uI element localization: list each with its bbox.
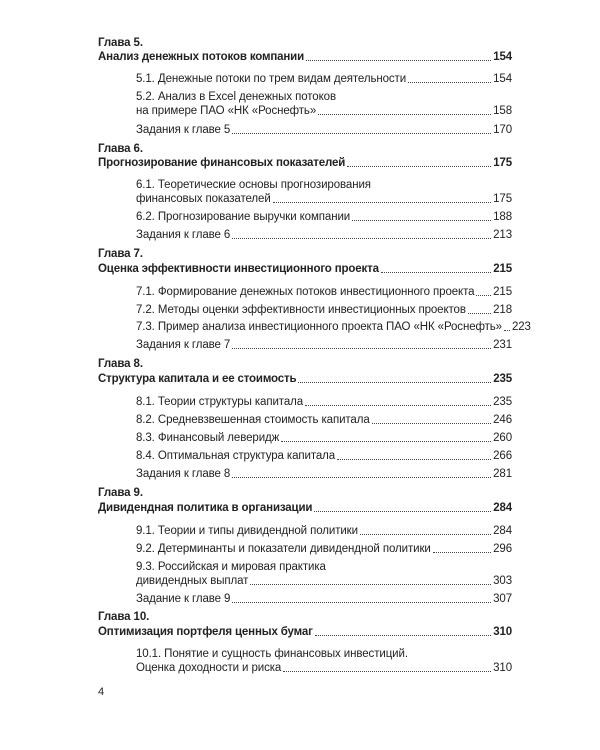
toc-entry-9-1 xyxy=(136,524,512,538)
toc-entry-9-3 xyxy=(136,574,512,588)
entry-page: 281 xyxy=(493,468,512,480)
entry-page: 284 xyxy=(493,525,512,537)
chapter-6-heading xyxy=(98,156,512,170)
toc-entry-10-1-line1: 10.1. Понятие и сущность финансовых инвестиций. xyxy=(136,648,408,660)
entry-text: 5.1. Денежные потоки по трем видам деятельности xyxy=(136,73,407,85)
chapter-8-heading xyxy=(98,372,512,386)
chapter-5-page: 154 xyxy=(493,51,512,63)
toc-entry-9-3-line1: 9.3. Российская и мировая практика xyxy=(136,561,326,573)
dot-leader xyxy=(314,511,491,512)
chapter-10-page: 310 xyxy=(493,626,512,638)
chapter-5-title: Анализ денежных потоков компании xyxy=(98,51,305,63)
dot-leader xyxy=(318,114,491,115)
toc-entry-10-1 xyxy=(136,661,512,675)
chapter-8-title: Структура капитала и ее стоимость xyxy=(98,373,297,385)
entry-text: 7.2. Методы оценки эффективности инвестиционных проектов xyxy=(136,304,466,316)
toc-entry-5-2 xyxy=(136,104,512,118)
dot-leader xyxy=(281,441,491,442)
dot-leader xyxy=(468,313,491,314)
dot-leader xyxy=(273,202,491,203)
entry-page: 170 xyxy=(493,124,512,136)
dot-leader xyxy=(347,166,491,167)
entry-page: 303 xyxy=(493,575,512,587)
entry-text: Задания к главе 6 xyxy=(136,229,231,241)
entry-text: 8.2. Средневзвешенная стоимость капитала xyxy=(136,414,370,426)
entry-text: 9.1. Теории и типы дивидендной политики xyxy=(136,525,358,537)
chapter-9-title: Дивидендная политика в организации xyxy=(98,502,313,514)
entry-text: Оценка доходности и риска xyxy=(136,662,282,674)
dot-leader xyxy=(232,602,491,603)
entry-text: Задания к главе 8 xyxy=(136,468,231,480)
dot-leader xyxy=(476,295,491,296)
toc-entry-7-3 xyxy=(136,320,531,334)
entry-text: Задание к главе 9 xyxy=(136,593,231,605)
entry-page: 310 xyxy=(493,662,512,674)
chapter-10-title: Оптимизация портфеля ценных бумаг xyxy=(98,626,313,638)
dot-leader xyxy=(232,477,491,478)
entry-text: финансовых показателей xyxy=(136,193,271,205)
entry-text: 6.2. Прогнозирование выручки компании xyxy=(136,211,351,223)
entry-page: 296 xyxy=(493,543,512,555)
toc-entry-8-1 xyxy=(136,395,512,409)
chapter-7-title: Оценка эффективности инвестиционного проекта xyxy=(98,263,379,275)
chapter-10-heading xyxy=(98,625,512,639)
toc-entry-6-tasks xyxy=(136,228,512,242)
entry-page: 158 xyxy=(493,105,512,117)
entry-page: 235 xyxy=(493,396,512,408)
chapter-6-title: Прогнозирование финансовых показателей xyxy=(98,157,346,169)
entry-page: 188 xyxy=(493,211,512,223)
chapter-5-heading xyxy=(98,50,512,64)
entry-page: 246 xyxy=(493,414,512,426)
entry-page: 223 xyxy=(511,321,531,333)
chapter-9-heading xyxy=(98,501,512,515)
chapter-7-heading xyxy=(98,262,512,276)
dot-leader xyxy=(232,133,491,134)
chapter-9-label: Глава 9. xyxy=(98,487,143,499)
entry-text: Задания к главе 7 xyxy=(136,339,231,351)
entry-text: 9.2. Детерминанты и показатели дивидендной политики xyxy=(136,543,431,555)
chapter-6-label: Глава 6. xyxy=(98,143,143,155)
toc-entry-9-2 xyxy=(136,542,512,556)
chapter-7-label: Глава 7. xyxy=(98,248,143,260)
dot-leader xyxy=(250,584,491,585)
entry-page: 231 xyxy=(493,339,512,351)
dot-leader xyxy=(298,382,491,383)
dot-leader xyxy=(433,552,491,553)
toc-entry-9-tasks xyxy=(136,592,512,606)
toc-entry-5-2-line1: 5.2. Анализ в Excel денежных потоков xyxy=(136,91,336,103)
chapter-7-page: 215 xyxy=(493,263,512,275)
toc-entry-5-1 xyxy=(136,72,512,86)
chapter-10-label: Глава 10. xyxy=(98,611,150,623)
entry-page: 218 xyxy=(493,304,512,316)
dot-leader xyxy=(337,459,491,460)
toc-entry-5-tasks xyxy=(136,123,512,137)
dot-leader xyxy=(360,534,491,535)
entry-text: 8.4. Оптимальная структура капитала xyxy=(136,450,336,462)
entry-text: 8.1. Теории структуры капитала xyxy=(136,396,304,408)
dot-leader xyxy=(305,405,491,406)
toc-entry-6-1-line1: 6.1. Теоретические основы прогнозирования xyxy=(136,179,371,191)
chapter-8-page: 235 xyxy=(493,373,512,385)
entry-text: на примере ПАО «НК «Роснефть» xyxy=(136,105,317,117)
dot-leader xyxy=(232,348,491,349)
toc-entry-7-2 xyxy=(136,303,512,317)
toc-entry-8-tasks xyxy=(136,467,512,481)
dot-leader xyxy=(283,671,491,672)
dot-leader xyxy=(306,60,491,61)
toc-entry-7-1 xyxy=(136,285,512,299)
toc-entry-8-2 xyxy=(136,413,512,427)
entry-text: 7.3. Пример анализа инвестиционного проекта ПАО «НК «Роснефть» xyxy=(136,321,502,333)
dot-leader xyxy=(372,423,491,424)
dot-leader xyxy=(504,330,510,331)
toc-entry-6-2 xyxy=(136,210,512,224)
page-number: 4 xyxy=(98,686,105,698)
entry-page: 307 xyxy=(493,593,512,605)
toc-entry-8-4 xyxy=(136,449,512,463)
toc-entry-8-3 xyxy=(136,431,512,445)
chapter-9-page: 284 xyxy=(493,502,512,514)
entry-page: 213 xyxy=(493,229,512,241)
chapter-6-page: 175 xyxy=(493,157,512,169)
toc-entry-6-1 xyxy=(136,192,512,206)
chapter-8-label: Глава 8. xyxy=(98,358,143,370)
entry-page: 215 xyxy=(493,286,512,298)
chapter-5-label: Глава 5. xyxy=(98,37,143,49)
entry-text: 8.3. Финансовый леверидж xyxy=(136,432,280,444)
entry-page: 266 xyxy=(493,450,512,462)
dot-leader xyxy=(315,635,492,636)
dot-leader xyxy=(232,238,491,239)
entry-page: 175 xyxy=(493,193,512,205)
dot-leader xyxy=(381,272,491,273)
entry-page: 154 xyxy=(493,73,512,85)
entry-text: Задания к главе 5 xyxy=(136,124,231,136)
dot-leader xyxy=(352,220,491,221)
toc-entry-7-tasks xyxy=(136,338,512,352)
entry-text: дивидендных выплат xyxy=(136,575,249,587)
dot-leader xyxy=(408,82,491,83)
entry-text: 7.1. Формирование денежных потоков инвестиционного проекта xyxy=(136,286,475,298)
entry-page: 260 xyxy=(493,432,512,444)
